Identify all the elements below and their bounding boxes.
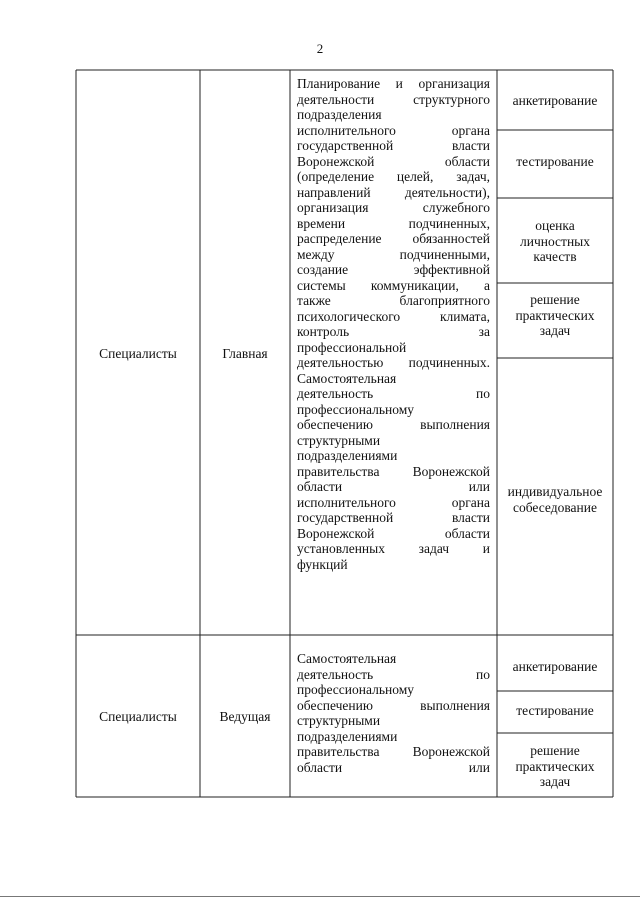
description-line: профессиональному (297, 682, 414, 697)
method-cell (497, 93, 613, 109)
method-text: личностных (520, 233, 590, 249)
method-text: анкетирование (512, 93, 598, 108)
description-line: государственной власти (297, 510, 490, 525)
method-text: решение (530, 292, 580, 307)
description-line: обеспечению выполнения (297, 417, 490, 432)
description-line: правительства Воронежской (297, 463, 490, 479)
page-number: 2 (316, 41, 324, 56)
method-cell (497, 703, 613, 719)
method-cell (497, 218, 613, 265)
level-cell: Ведущая (219, 709, 271, 724)
method-cell (497, 743, 613, 790)
description-line: направлений деятельности), (297, 184, 490, 200)
description-line: профессиональному (297, 401, 414, 417)
description-line: деятельности структурного (297, 91, 490, 107)
role-cell: Специалисты (99, 346, 177, 361)
description-line: психологического климата, (297, 308, 490, 324)
description-line: Воронежской области (297, 153, 490, 169)
method-text: анкетирование (512, 659, 598, 674)
bottom-scan-line (0, 896, 640, 897)
description-line: профессиональной (297, 339, 407, 355)
description-line: между подчиненными, (297, 246, 490, 262)
description-line: Воронежской области (297, 525, 490, 541)
description-line: Планирование и организация (297, 76, 490, 91)
description-line: исполнительного органа (297, 122, 490, 138)
method-text: задач (539, 774, 571, 790)
method-text: практических (515, 307, 595, 323)
description-line: контроль за (297, 324, 490, 339)
description-cell (297, 76, 490, 572)
method-text: решение (530, 743, 580, 758)
method-text: практических (515, 758, 595, 774)
description-line: создание эффективной (297, 262, 490, 277)
description-line: Самостоятельная (297, 370, 397, 386)
method-cell (497, 292, 613, 339)
description-line: функций (297, 556, 348, 572)
method-text: задач (539, 323, 571, 339)
description-line: Самостоятельная (297, 651, 397, 666)
method-text: качеств (533, 249, 577, 265)
method-cell (497, 154, 613, 170)
method-text: тестирование (516, 154, 594, 169)
method-text: собеседование (513, 499, 597, 515)
description-line: времени подчиненных, (297, 215, 490, 231)
description-line: (определение целей, задач, (297, 169, 490, 184)
description-line: исполнительного органа (297, 494, 490, 510)
description-line: области или (297, 479, 490, 494)
method-cell (497, 484, 613, 515)
description-line: обеспечению выполнения (297, 697, 490, 713)
description-line: государственной власти (297, 138, 490, 153)
description-cell (297, 651, 490, 775)
description-line: структурными (297, 713, 381, 728)
description-line: установленных задач и (297, 541, 490, 556)
description-line: подразделениями (297, 728, 398, 744)
description-line: деятельность по (297, 386, 490, 401)
description-line: деятельность по (297, 666, 490, 682)
description-line: организация служебного (297, 200, 490, 215)
method-text: тестирование (516, 703, 594, 718)
method-cell (497, 659, 613, 675)
description-line: подразделениями (297, 448, 398, 463)
description-line: структурными (297, 432, 381, 448)
description-line: деятельностью подчиненных. (297, 355, 490, 370)
description-line: системы коммуникации, а (297, 277, 490, 293)
description-line: подразделения (297, 107, 382, 122)
description-line: области или (297, 759, 490, 775)
method-text: индивидуальное (507, 484, 603, 499)
description-line: распределение обязанностей (297, 231, 490, 246)
description-line: также благоприятного (297, 293, 490, 308)
description-line: правительства Воронежской (297, 744, 490, 759)
level-cell: Главная (222, 346, 268, 361)
method-text: оценка (535, 218, 575, 233)
role-cell: Специалисты (99, 709, 177, 724)
